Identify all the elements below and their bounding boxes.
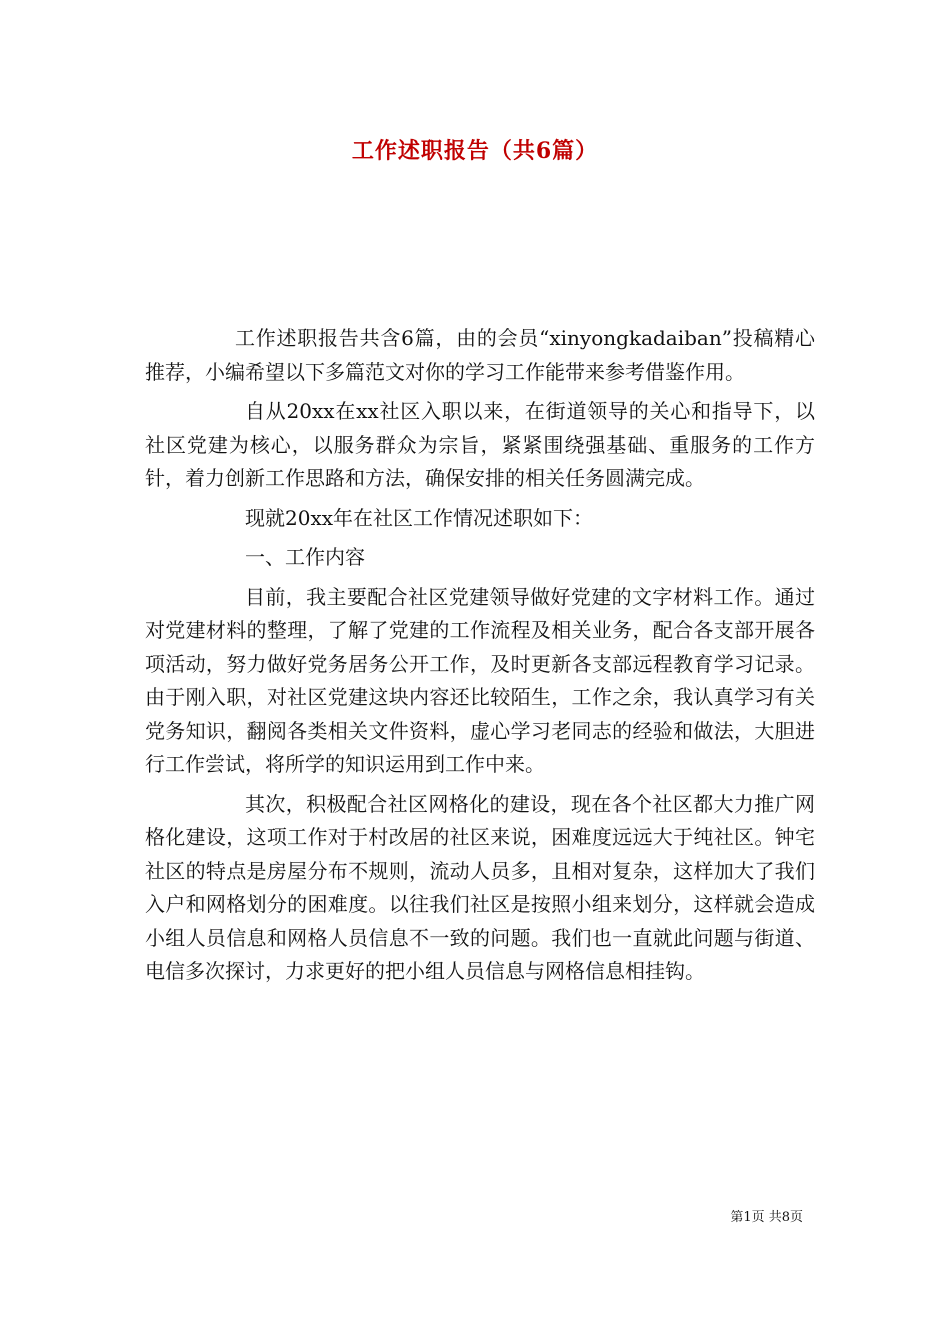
- paragraph-1: 自从20xx在xx社区入职以来，在街道领导的关心和指导下，以社区党建为核心，以服务群众为宗旨，紧紧围绕强基础、重服务的工作方针，着力创新工作思路和方法，确保安排的相关任务圆满完成。: [145, 399, 815, 490]
- paragraph-3: 目前，我主要配合社区党建领导做好党建的文字材料工作。通过对党建材料的整理，了解了党建的工作流程及相关业务，配合各支部开展各项活动，努力做好党务居务公开工作，及时更新各支部远程教育学习记录。由于刚入职，对社区党建这块内容还比较陌生，工作之余，我认真学习有关党务知识，翻阅各类相关文件资料，虚心学习老同志的经验和做法，大胆进行工作尝试，将所学的知识运用到工作中来。: [145, 584, 815, 776]
- paragraph-2: 现就20xx年在社区工作情况述职如下：: [245, 505, 594, 530]
- section-heading: 一、工作内容: [245, 545, 365, 569]
- document-title: 工作述职报告（共6篇）: [351, 138, 599, 164]
- page-number-footer: 第1页 共8页: [730, 1210, 803, 1225]
- paragraph-4: 其次，积极配合社区网格化的建设，现在各个社区都大力推广网格化建设，这项工作对于村改居的社区来说，困难度远远大于纯社区。钟宅社区的特点是房屋分布不规则，流动人员多，且相对复杂，这样加大了我们入户和网格划分的困难度。以往我们社区是按照小组来划分，这样就会造成小组人员信息和网格人员信息不一致的问题。我们也一直就此问题与街道、电信多次探讨，力求更好的把小组人员信息与网格信息相挂钩。: [145, 791, 815, 983]
- document-body: [145, 322, 815, 995]
- paragraph-intro: 工作述职报告共含6篇，由的会员“xinyongkadaiban”投稿精心推荐，小编希望以下多篇范文对你的学习工作能带来参考借鉴作用。: [145, 326, 815, 384]
